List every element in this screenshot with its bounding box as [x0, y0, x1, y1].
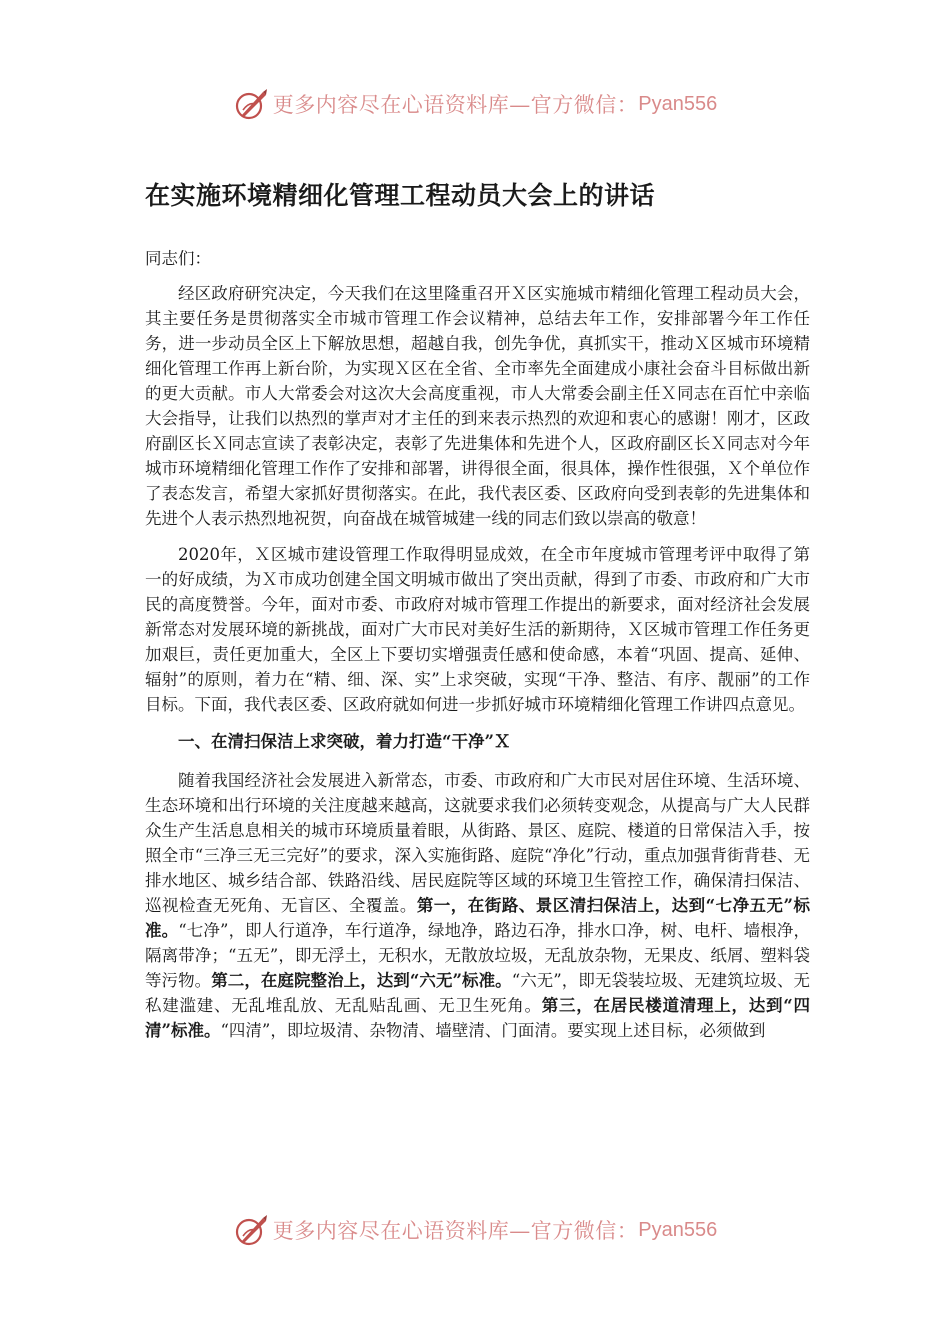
quill-pen-logo-icon [233, 86, 269, 122]
bold-point-1: 第一，在街路、景区清扫保洁上，达到“七净五无”标准。 [145, 896, 811, 940]
paragraph-text: “六无”，即无袋装垃圾、无建筑垃圾、无私建滥建、无乱堆乱放、无乱贴乱画、无卫生死角。 [145, 971, 811, 1015]
wechat-id: Pyan556 [638, 92, 718, 115]
header-watermark-banner [0, 82, 950, 126]
document-body [145, 170, 810, 1054]
bold-point-2: 第二，在庭院整治上，达到“六无”标准。 [211, 971, 512, 990]
paragraph-cleaning-standards [145, 768, 810, 1043]
paragraph-text: “四清”，即垃圾清、杂物清、墙壁清、门面清。要实现上述目标，必须做到 [220, 1021, 766, 1040]
paragraph-opening: 经区政府研究决定，今天我们在这里隆重召开Ｘ区实施城市精细化管理工程动员大会，其主要任务是贯彻落实全市城市管理工作会议精神，总结去年工作，安排部署今年工作任务，进一步动员全区上下解放思想，超越自我，创先争优，真抓实干，推动Ｘ区城市环境精细化管理工作再上新台阶，为实现Ｘ区在全省、全市率先全面建成小康社会奋斗目标做出新的更大贡献。市人大常委会对这次大会高度重视，市人大常委会副主任Ｘ同志在百忙中亲临大会指导，让我们以热烈的掌声对才主任的到来表示热烈的欢迎和衷心的感谢！刚才，区政府副区长Ｘ同志宣读了表彰决定，表彰了先进集体和先进个人，区政府副区长Ｘ同志对今年城市环境精细化管理工作作了安排和部署，讲得很全面，很具体，操作性很强，Ｘ个单位作了表态发言，希望大家抓好贯彻落实。在此，我代表区委、区政府向受到表彰的先进集体和先进个人表示热烈地祝贺，向奋战在城管城建一线的同志们致以崇高的敬意！ [145, 284, 810, 528]
section-heading-1: 一、在清扫保洁上求突破，着力打造“干净”Ｘ [178, 732, 511, 751]
paragraph-2020-review: 2020年，Ｘ区城市建设管理工作取得明显成效，在全市年度城市管理考评中取得了第一的好成绩，为Ｘ市成功创建全国文明城市做出了突出贡献，得到了市委、市政府和广大市民的高度赞誉。今年，面对市委、市政府对城市管理工作提出的新要求，面对经济社会发展新常态对发展环境的新挑战，面对广大市民对美好生活的新期待，Ｘ区城市管理工作任务更加艰巨，责任更加重大，全区上下要切实增强责任感和使命感，本着“巩固、提高、延伸、辐射”的原则，着力在“精、细、深、实”上求突破，实现“干净、整洁、有序、靓丽”的工作目标。下面，我代表区委、区政府就如何进一步抓好城市环境精细化管理工作讲四点意见。 [145, 545, 810, 714]
salutation: 同志们： [145, 249, 211, 268]
watermark-text: 更多内容尽在心语资料库—官方微信： [272, 93, 639, 117]
paragraph-text: 随着我国经济社会发展进入新常态，市委、市政府和广大市民对居住环境、生活环境、生态环境和出行环境的关注度越来越高，这就要求我们必须转变观念，从提高与广大人民群众生产生活息息相关的城市环境质量着眼，从街路、景区、庭院、楼道的日常保洁入手，按照全市“三净三无三完好”的要求，深入实施街路、庭院“净化”行动，重点加强背街背巷、无排水地区、城乡结合部、铁路沿线、居民庭院等区域的环境卫生管控工作，确保清扫保洁、巡视检查无死角、无盲区、全覆盖。 [145, 771, 810, 915]
bold-point-3: 第三，在居民楼道清理上，达到“四清”标准。 [145, 996, 810, 1040]
footer-watermark-banner [0, 1208, 950, 1252]
paragraph-text: “七净”，即人行道净，车行道净，绿地净，路边石净，排水口净，树、电杆、墙根净，隔离带净；“五无”，即无浮土，无积水，无散放垃圾，无乱放杂物，无果皮、纸屑、塑料袋等污物。 [145, 921, 810, 990]
quill-pen-logo-icon [233, 1212, 269, 1248]
wechat-id: Pyan556 [638, 1218, 718, 1241]
document-title: 在实施环境精细化管理工程动员大会上的讲话 [145, 181, 656, 210]
watermark-text: 更多内容尽在心语资料库—官方微信： [272, 1219, 639, 1243]
